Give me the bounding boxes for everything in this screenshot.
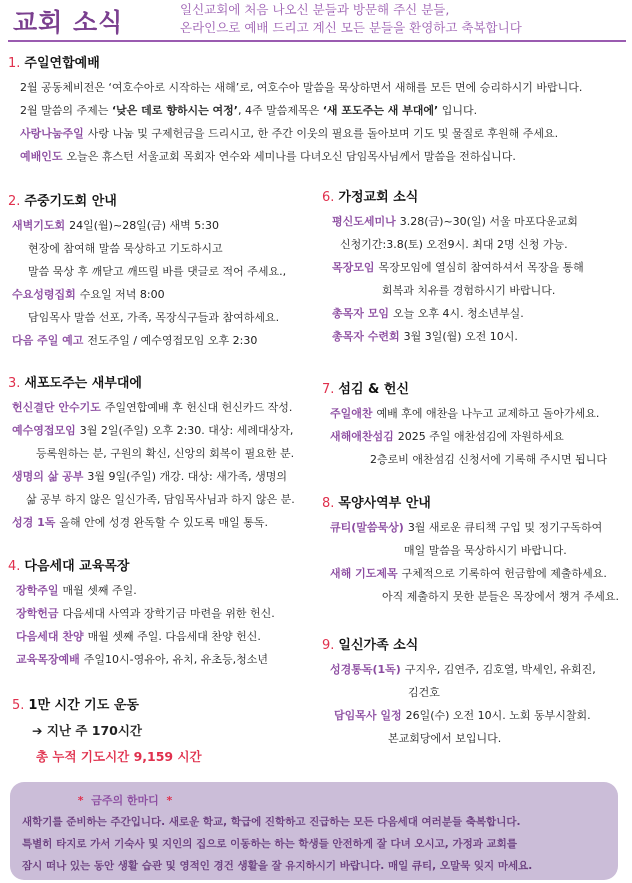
- text-span: , 4주 말씀제목은: [237, 104, 323, 117]
- text-line: [8, 579, 275, 602]
- item-text: 2025 주일 애찬섬김에 자원하세요: [397, 430, 564, 443]
- section-next-generation: [8, 555, 275, 671]
- section-worship: [8, 52, 582, 168]
- item-key: 성경통독(1독): [330, 663, 401, 676]
- text-line: [8, 602, 275, 625]
- section-title: [322, 186, 584, 205]
- item-text: 3월 9일(주일) 개강. 대상: 새가족, 생명의: [87, 470, 287, 483]
- item-key: 장학헌금: [16, 607, 59, 620]
- weekly-message-box: [10, 782, 618, 880]
- text-line: [322, 302, 584, 325]
- section-title-text: 다음세대 교육목장: [24, 559, 130, 574]
- weekly-message-title: [10, 792, 240, 808]
- section-title: [8, 190, 286, 209]
- section-serving: [322, 378, 607, 471]
- text-line: [8, 283, 286, 306]
- text-line: 삶 공부 하지 않은 일신가족, 담임목사님과 하지 않은 분.: [26, 493, 295, 506]
- section-title: [8, 372, 295, 391]
- message-line: 새학기를 준비하는 주간입니다. 새로운 학교, 학급에 진학하고 진급하는 모든 다음세대 여러분들 축복합니다.: [22, 816, 521, 828]
- section-title-text: 가정교회 소식: [338, 190, 419, 205]
- item-text: 사랑 나눔 및 구제헌금을 드리시고, 한 주간 이웃의 필요를 돌아보며 기도 및 물질로 후원해 주세요.: [87, 127, 559, 140]
- item-key: 다음세대 찬양: [16, 630, 84, 643]
- text-line: [8, 329, 286, 352]
- text-line: [322, 562, 619, 585]
- text-line: [8, 396, 295, 419]
- item-key: 다음 주일 예고: [12, 334, 84, 347]
- text-span: 2월 말씀의 주제는: [20, 104, 112, 117]
- message-line: 특별히 타지로 가서 기숙사 및 지인의 집으로 이동하는 하는 학생들 안전하게 잘 다녀 오시고, 가정과 교회를: [22, 838, 517, 850]
- weekly-message-title-text: 금주의 한마디: [91, 794, 159, 807]
- item-key: 사랑나눔주일: [20, 127, 84, 140]
- item-key: 목장모임: [332, 261, 375, 274]
- star-icon: *: [166, 794, 173, 807]
- welcome-line: 온라인으로 예배 드리고 계신 모든 분들을 환영하고 축복합니다: [180, 20, 522, 35]
- text-line: 말씀 묵상 후 깨닫고 깨뜨릴 바를 댓글로 적어 주세요.,: [28, 265, 287, 278]
- section-number: 4.: [8, 559, 21, 574]
- star-icon: *: [77, 794, 84, 807]
- weekly-prayer-hours: ➔ 지난 주 170시간: [32, 723, 142, 738]
- text-line: [322, 256, 584, 279]
- item-text: 구체적으로 기록하여 헌금함에 제출하세요.: [401, 567, 607, 580]
- section-title-text: 주일연합예배: [24, 56, 100, 71]
- item-key: 총목자 모임: [332, 307, 389, 320]
- item-text: 오늘 오후 4시. 청소년부실.: [392, 307, 524, 320]
- item-key: 총목자 수련회: [332, 330, 400, 343]
- item-key: 헌신결단 안수기도: [12, 401, 101, 414]
- item-text: 주일연합예배 후 헌신대 헌신카드 작성.: [104, 401, 293, 414]
- item-key: 담임목사 일정: [334, 709, 402, 722]
- text-line: 매일 말씀을 묵상하시기 바랍니다.: [404, 544, 567, 557]
- text-line: [322, 210, 584, 233]
- section-new-wine: [8, 372, 295, 534]
- section-family-news: [322, 634, 596, 750]
- text-line: [322, 425, 607, 448]
- text-line: 아직 제출하지 못한 분들은 목장에서 챙겨 주세요.: [382, 590, 619, 603]
- text-line: [8, 465, 295, 488]
- item-text: 구지우, 김연주, 김호열, 박세인, 유회진,: [404, 663, 596, 676]
- section-pastoral-ministry: [322, 492, 619, 608]
- section-number: 6.: [322, 190, 335, 205]
- section-number: 5.: [12, 698, 25, 713]
- section-title-text: 1만 시간 기도 운동: [28, 698, 139, 713]
- section-number: 2.: [8, 194, 21, 209]
- section-title-text: 새포도주는 새부대에: [24, 376, 142, 391]
- section-number: 7.: [322, 382, 335, 397]
- welcome-message: [180, 1, 630, 37]
- text-line: [8, 419, 295, 442]
- text-line: [8, 511, 295, 534]
- text-line: 신청기간:3.8(토) 오전9시. 최대 2명 신청 가능.: [340, 238, 568, 251]
- item-text: 주일10시-영유아, 유치, 유초등,청소년: [83, 653, 268, 666]
- section-number: 8.: [322, 496, 335, 511]
- item-text: 3월 새로운 큐티책 구입 및 정기구독하여: [407, 521, 603, 534]
- section-title: [12, 694, 202, 713]
- text-line: [322, 325, 584, 348]
- item-text: 3.28(금)~30(일) 서울 마포다운교회: [399, 215, 578, 228]
- item-key: 주일애찬: [330, 407, 373, 420]
- text-line: [322, 402, 607, 425]
- text-line: [8, 625, 275, 648]
- text-line: 김건호: [408, 686, 440, 699]
- section-title-text: 주중기도회 안내: [24, 194, 117, 209]
- item-key: 예수영접모임: [12, 424, 76, 437]
- section-title: [322, 378, 607, 397]
- item-key: 평신도세미나: [332, 215, 396, 228]
- text-span: 입니다.: [438, 104, 478, 117]
- section-title: [8, 52, 582, 71]
- section-number: 1.: [8, 56, 21, 71]
- item-text: 24일(월)~28일(금) 새벽 5:30: [69, 219, 219, 232]
- section-title-text: 일신가족 소식: [338, 638, 419, 653]
- text-line: [8, 214, 286, 237]
- text-line: [4, 99, 582, 122]
- text-line: 회복과 치유를 경험하시기 바랍니다.: [382, 284, 556, 297]
- header-divider: [8, 40, 626, 42]
- section-title-text: 섬김 & 헌신: [338, 382, 410, 397]
- text-line: 등록원하는 분, 구원의 확신, 신앙의 회복이 필요한 분.: [36, 447, 295, 460]
- item-key: 성경 1독: [12, 516, 56, 529]
- item-text: 목장모임에 열심히 참여하셔서 목장을 통해: [378, 261, 584, 274]
- sermon-title: ‘새 포도주는 새 부대에’: [322, 104, 439, 117]
- section-number: 3.: [8, 376, 21, 391]
- item-text: 수요일 저녁 8:00: [79, 288, 165, 301]
- page-title: 교회 소식: [13, 8, 124, 37]
- item-text: 매월 셋째 주일. 다음세대 찬양 헌신.: [87, 630, 261, 643]
- text-line: 담임목사 말씀 선포, 가족, 목장식구들과 참여하세요.: [28, 311, 280, 324]
- item-key: 새해 기도제목: [330, 567, 398, 580]
- text-line: 본교회당에서 보입니다.: [388, 732, 502, 745]
- text-line: 현장에 참여해 말씀 묵상하고 기도하시고: [28, 242, 223, 255]
- sermon-theme: ‘낮은 데로 향하시는 여정’: [111, 104, 238, 117]
- text-line: 2층로비 애찬섬김 신청서에 기록해 주시면 됩니다: [370, 453, 607, 466]
- text-line: [322, 658, 596, 681]
- item-key: 교육목장예배: [16, 653, 80, 666]
- item-key: 생명의 삶 공부: [12, 470, 84, 483]
- item-key: 예배인도: [20, 150, 63, 163]
- item-text: 올해 안에 성경 완독할 수 있도록 매일 통독.: [59, 516, 268, 529]
- section-title-text: 목양사역부 안내: [338, 496, 431, 511]
- text-line: 2월 공동체비전은 ‘여호수아로 시작하는 새해’로, 여호수아 말씀을 묵상하면서 새해를 모든 면에 승리하시기 바랍니다.: [20, 81, 583, 94]
- item-text: 매월 셋째 주일.: [62, 584, 137, 597]
- section-number: 9.: [322, 638, 335, 653]
- item-text: 오늘은 휴스턴 서울교회 목회자 연수와 세미나를 다녀오신 담임목사님께서 말씀을 전하십니다.: [66, 150, 516, 163]
- item-key: 새해애찬섬김: [330, 430, 394, 443]
- text-line: [322, 516, 619, 539]
- section-house-church: [322, 186, 584, 348]
- item-text: 26일(수) 오전 10시. 노회 동부시찰회.: [405, 709, 591, 722]
- section-prayer-meetings: [8, 190, 286, 352]
- section-prayer-campaign: [12, 694, 202, 770]
- total-prayer-hours: 총 누적 기도시간 9,159 시간: [36, 749, 202, 764]
- section-title: [322, 492, 619, 511]
- section-title: [322, 634, 596, 653]
- message-line: 잠시 떠나 있는 동안 생활 습관 및 영적인 경건 생활을 잘 유지하시기 바랍니다. 매일 큐티, 오말묵 잊지 마세요.: [22, 860, 533, 872]
- item-key: 장학주일: [16, 584, 59, 597]
- text-line: [8, 648, 275, 671]
- text-line: [322, 704, 596, 727]
- item-key: 큐티(말씀묵상): [330, 521, 404, 534]
- section-title: [8, 555, 275, 574]
- item-key: 새벽기도회: [12, 219, 66, 232]
- text-line: [4, 145, 582, 168]
- item-text: 전도주일 / 예수영접모임 오후 2:30: [87, 334, 258, 347]
- weekly-message-body: [22, 811, 612, 877]
- item-text: 예배 후에 애찬을 나누고 교제하고 돌아가세요.: [376, 407, 600, 420]
- item-key: 수요성령집회: [12, 288, 76, 301]
- item-text: 3월 2일(주일) 오후 2:30. 대상: 세례대상자,: [79, 424, 294, 437]
- header: [0, 0, 632, 44]
- welcome-line: 일신교회에 처음 나오신 분들과 방문해 주신 분들,: [180, 2, 450, 17]
- item-text: 3월 3일(월) 오전 10시.: [403, 330, 518, 343]
- text-line: [4, 122, 582, 145]
- item-text: 다음세대 사역과 장학기금 마련을 위한 헌신.: [62, 607, 275, 620]
